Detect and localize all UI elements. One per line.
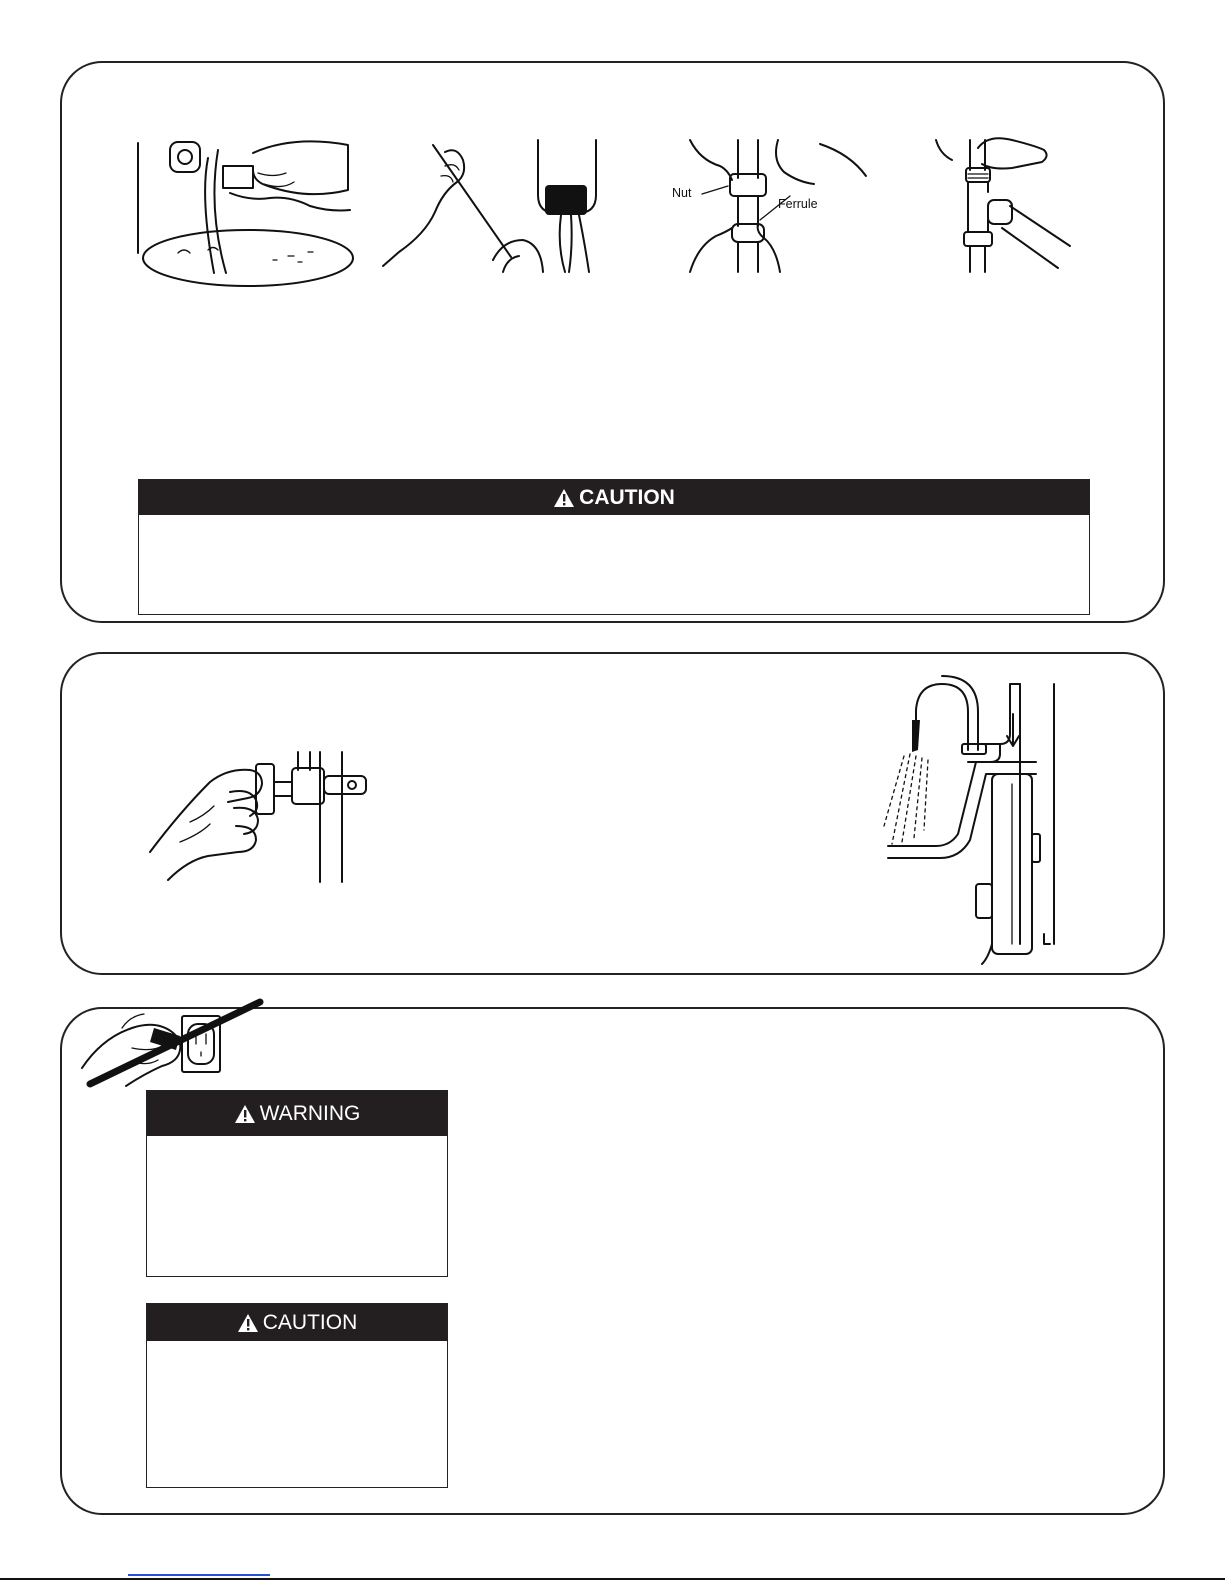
footer-link-underline[interactable] — [128, 1574, 270, 1576]
caution-title-2: CAUTION — [262, 1310, 358, 1334]
caution-box-1 — [138, 479, 1090, 615]
warning-triangle-icon — [553, 488, 575, 508]
caution-header-1 — [139, 480, 1089, 515]
illustration-tee-fitting — [930, 140, 1070, 272]
warning-header — [147, 1091, 447, 1136]
warning-title: WARNING — [259, 1101, 361, 1125]
warning-triangle-icon — [237, 1313, 259, 1333]
caution-title-1: CAUTION — [579, 485, 675, 509]
ferrule-label: Ferrule — [778, 197, 818, 211]
caution-header-2 — [147, 1304, 447, 1341]
illustration-clamp-drain — [138, 138, 353, 273]
footer-rule — [0, 1578, 1225, 1580]
caution-box-2 — [146, 1303, 448, 1488]
illustration-screwdriver-unit — [383, 140, 598, 272]
illustration-valve-hand — [150, 752, 370, 882]
illustration-nut-ferrule — [660, 140, 870, 272]
warning-triangle-icon — [234, 1104, 256, 1124]
warning-box — [146, 1090, 448, 1277]
illustration-faucet-unit — [888, 684, 1078, 964]
nut-label: Nut — [672, 186, 692, 200]
